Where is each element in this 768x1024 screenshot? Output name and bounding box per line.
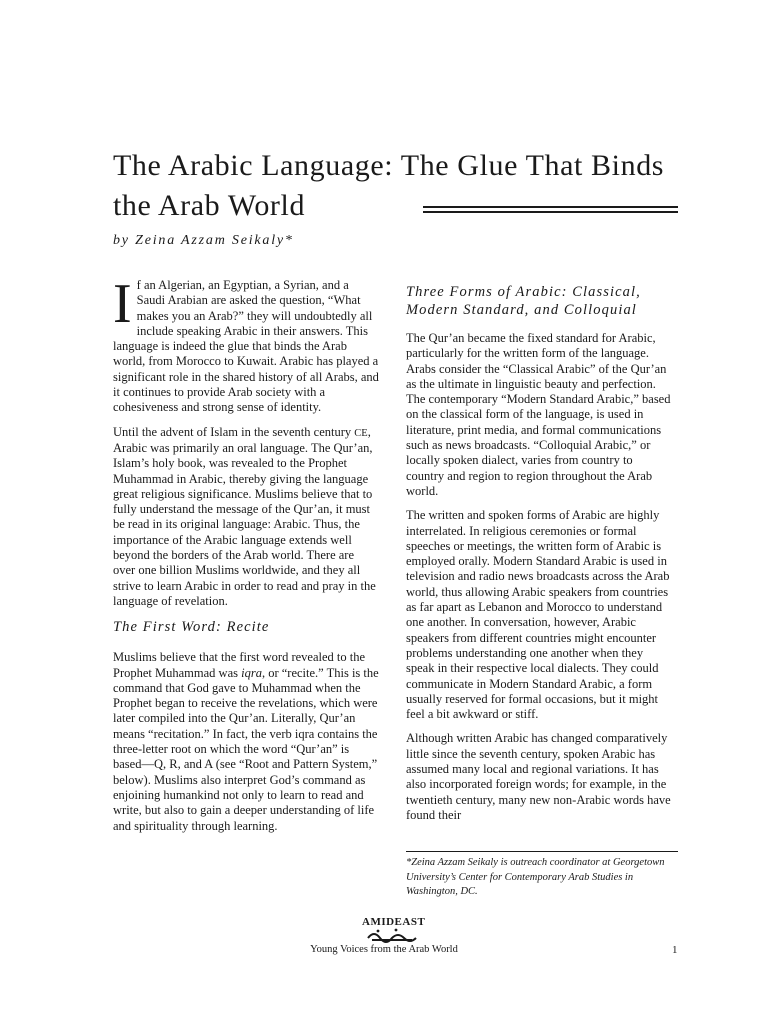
paragraph-history-text-b: , Arabic was primarily an oral language. The Qur’an, Islam’s holy book, was revealed to the Prophet Muhammad in Arabic, thereby giving the language great religious significance. Muslims believe that to fully understand the message of the Qur’an, it must be read in its original language: Arabic. Thus, the importance of the Arabic language extends well beyond the borders of the Arab world. There are over one billion Muslims worldwide, and they all strive to learn Arabic in order to read and pray in the language of revelation. — [113, 424, 376, 608]
page-number: 1 — [672, 944, 678, 956]
paragraph-intro — [113, 273, 379, 416]
paragraph-recite — [113, 650, 379, 834]
footer-text: Young Voices from the Arab World — [310, 944, 458, 955]
amideast-logo-icon — [366, 926, 418, 944]
amideast-logo-text: AMIDEAST — [362, 916, 426, 928]
paragraph-quran-standard: The Qur’an became the fixed standard for Arabic, particularly for the written form of the language. Arabs consider the “Classical Arabic” of the Qur’an as the ultimate in linguistic beauty and perfection. The contemporary “Modern Standard Arabic,” based on the classical form of the language, is used in literature, print media, and formal communications such as news broadcasts. “Colloquial Arabic,” or locally spoken dialect, varies from country to country and region to region throughout the Arab world. — [406, 331, 671, 498]
section-heading-first-word: The First Word: Recite — [113, 619, 270, 636]
paragraph-recite-text-b: , or “recite.” This is the command that God gave to Muhammad when the Prophet began to receive the revelations, which were later compiled into the Qur’an. Literally, Qur’an means “recitation.” In fact, the verb iqra contains the three-letter root on which the word “Qur’an” is based—Q, R, and A (see “Root and Pattern System,” below). Muslims also interpret God’s command as enjoining humankind not only to learn to read and write, but also to gain a deeper understanding of life and spirituality through learning. — [113, 665, 379, 833]
right-column — [406, 283, 672, 832]
author-footnote: *Zeina Azzam Seikaly is outreach coordinator at Georgetown University’s Center for Contemporary Arab Studies in Washington, DC. — [406, 857, 665, 897]
paragraph-history-text-a: Until the advent of Islam in the seventh century — [113, 424, 355, 439]
iqra-term: iqra — [241, 665, 262, 680]
paragraph-intro-text: f an Algerian, an Egyptian, a Syrian, and a Saudi Arabian are asked the question, “What makes you an Arab?” they will undoubtedly all include speaking Arabic in their answers. This language is indeed the glue that binds the Arab world, from Morocco to Kuwait. Arabic has played a significant role in the shared history of all Arabs, and it continues to provide Arab society with a cohesiveness and strong sense of identity. — [113, 278, 379, 415]
byline: by Zeina Azzam Seikaly* — [113, 233, 294, 248]
footnote-rule — [406, 851, 678, 852]
ce-abbreviation: CE — [354, 427, 368, 439]
drop-cap: I — [113, 273, 132, 335]
title-double-rule — [423, 206, 678, 213]
paragraph-history — [113, 425, 379, 610]
paragraph-changes: Although written Arabic has changed comparatively little since the seventh century, spoken Arabic has assumed many local and regional variations. It has also incorporated foreign words; for example, in the twentieth century, many new non-Arabic words have found their — [406, 731, 671, 822]
section-heading-three-forms: Three Forms of Arabic: Classical, Modern Standard, and Colloquial — [406, 284, 641, 318]
left-column — [113, 273, 379, 843]
page-title: The Arabic Language: The Glue That Binds the Arab World — [113, 149, 665, 222]
paragraph-recite-text-a: Muslims believe that the first word revealed to the Prophet Muhammad was — [113, 650, 366, 680]
paragraph-written-spoken: The written and spoken forms of Arabic are highly interrelated. In religious ceremonies or formal speeches or meetings, the written form of Arabic is employed orally. Modern Standard Arabic is used in television and radio news broadcasts across the Arab world, thus allowing Arabic speakers from countries as far apart as Lebanon and Morocco to understand one another. In conversation, however, Arabic speakers from different countries might encounter problems understanding one another when they speak in their respective local dialects. They could communicate in Modern Standard Arabic, a form usually reserved for formal occasions, but it might feel a bit awkward or stiff. — [406, 508, 670, 722]
amideast-logo — [362, 916, 426, 946]
